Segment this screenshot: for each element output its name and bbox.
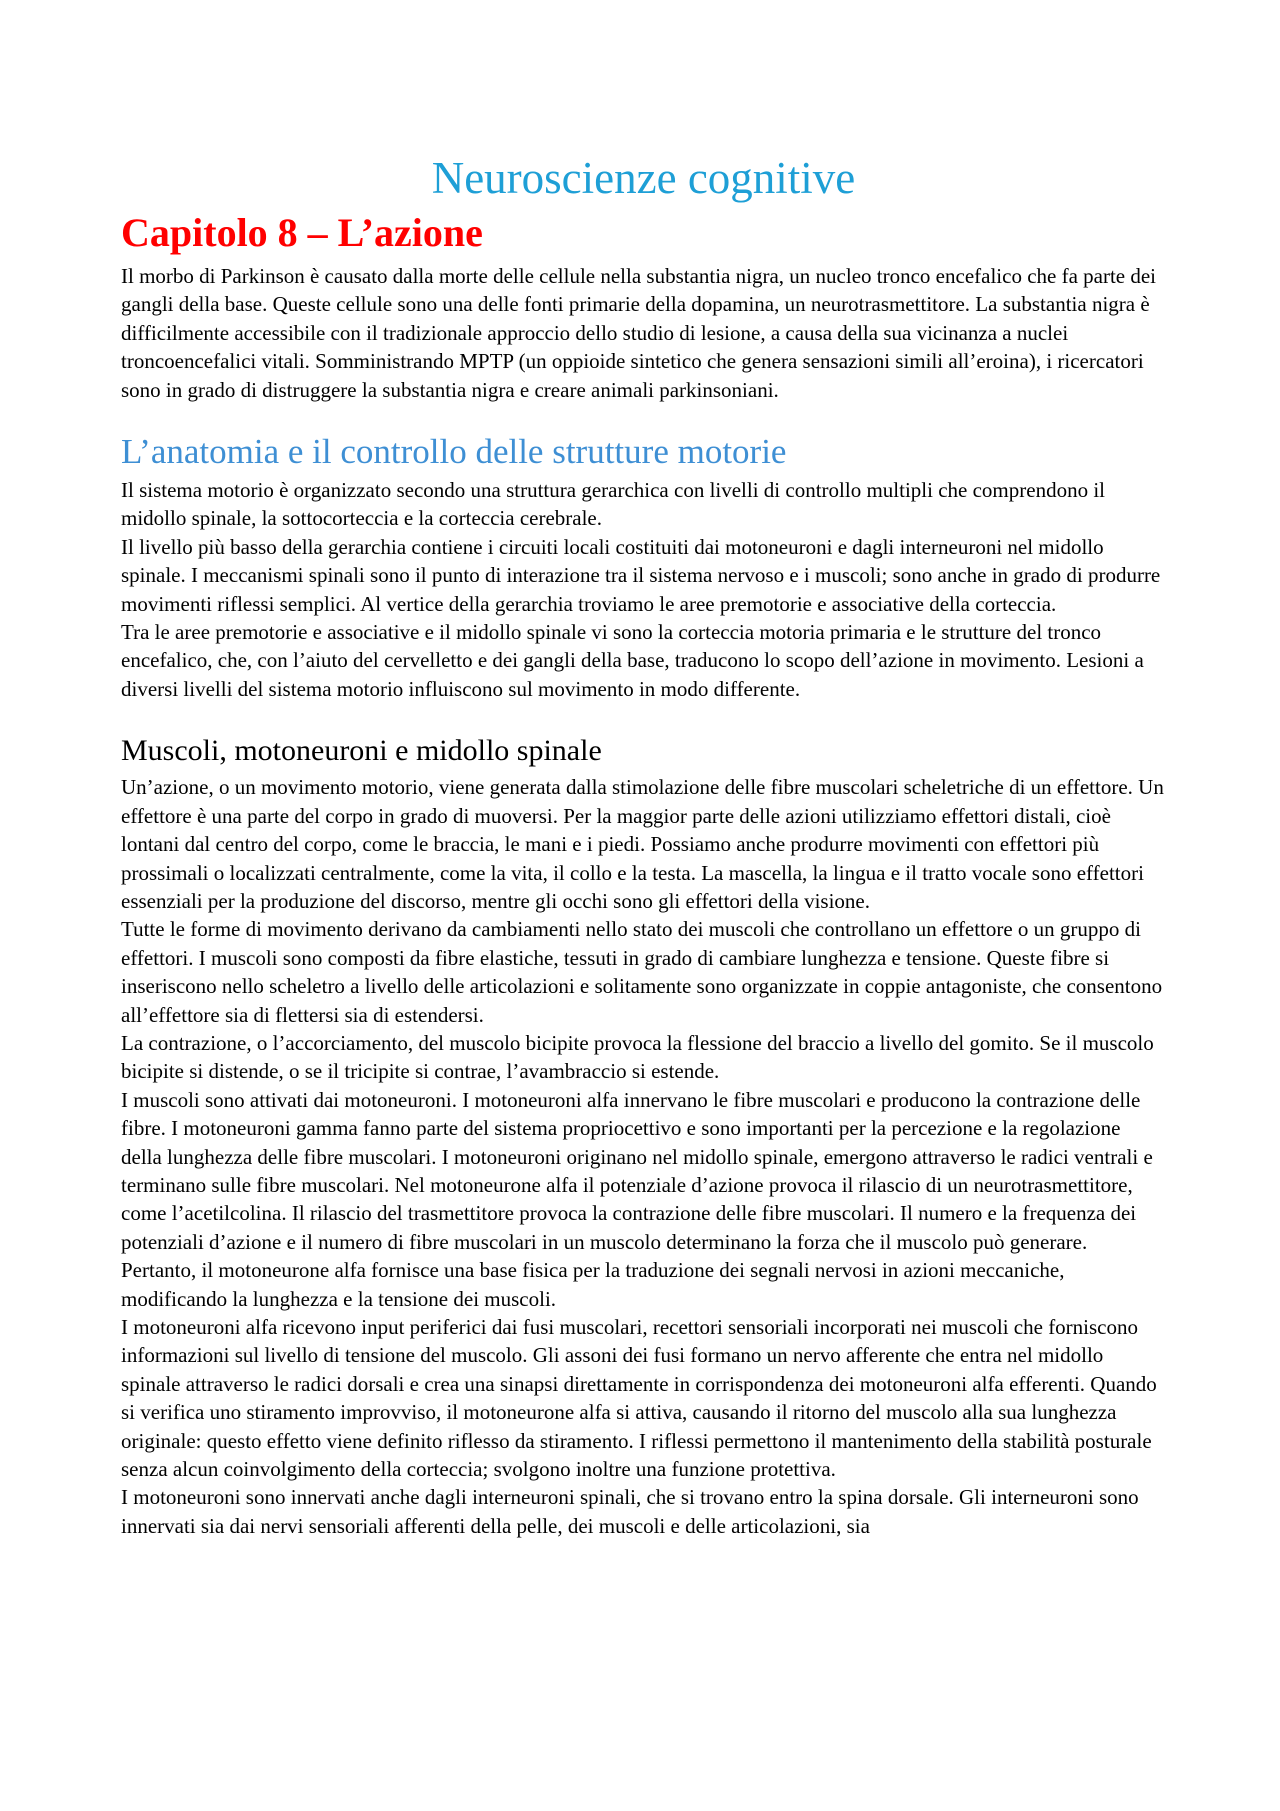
section2-paragraph: I motoneuroni sono innervati anche dagli interneuroni spinali, che si trovano entro la spina dorsale. Gli interneuroni sono innervati sia dai nervi sensoriali afferenti della pelle, dei muscoli e delle articolazioni, sia	[121, 1485, 1139, 1538]
section-heading-muscoli: Muscoli, motoneuroni e midollo spinale	[121, 734, 602, 768]
document-page	[121, 150, 1166, 1540]
section2-paragraph: Un’azione, o un movimento motorio, viene generata dalla stimolazione delle fibre muscolari scheletriche di un effettore. Un effettore è una parte del corpo in grado di muoversi. Per la maggior parte delle azioni utilizziamo effettori distali, cioè lontani dal centro del corpo, come le braccia, le mani e i piedi. Possiamo anche produrre movimenti con effettori più prossimali o localizzati centralmente, come la vita, il collo e la testa. La mascella, la lingua e il tratto vocale sono effettori essenziali per la produzione del discorso, mentre gli occhi sono gli effettori della visione.	[121, 775, 1164, 913]
section1-paragraph: Il sistema motorio è organizzato secondo una struttura gerarchica con livelli di controllo multipli che comprendono il midollo spinale, la sottocorteccia e la corteccia cerebrale.	[121, 478, 1105, 531]
section2-paragraph: I muscoli sono attivati dai motoneuroni. I motoneuroni alfa innervano le fibre muscolari e producono la contrazione delle fibre. I motoneuroni gamma fanno parte del sistema propriocettivo e sono importanti per la percezione e la regolazione della lunghezza delle fibre muscolari. I motoneuroni originano nel midollo spinale, emergono attraverso le radici ventrali e terminano sulle fibre muscolari. Nel motoneurone alfa il potenziale d’azione provoca il rilascio di un neurotrasmettitore, come l’acetilcolina. Il rilascio del trasmettitore provoca la contrazione delle fibre muscolari. Il numero e la frequenza dei potenziali d’azione e il numero di fibre muscolari in un muscolo determinano la forza che il muscolo può generare. Pertanto, il motoneurone alfa fornisce una base fisica per la traduzione dei segnali nervosi in azioni meccaniche, modificando la lunghezza e la tensione dei muscoli.	[121, 1087, 1153, 1311]
section-heading-anatomia: L’anatomia e il controllo delle strutture motorie	[121, 432, 787, 472]
section2-paragraph: Tutte le forme di movimento derivano da cambiamenti nello stato dei muscoli che controllano un effettore o un gruppo di effettori. I muscoli sono composti da fibre elastiche, tessuti in grado di cambiare lunghezza e tensione. Queste fibre si inseriscono nello scheletro a livello delle articolazioni e solitamente sono organizzate in coppie antagoniste, che consentono all’effettore sia di flettersi sia di estendersi.	[121, 917, 1163, 1027]
section2-paragraph: La contrazione, o l’accorciamento, del muscolo bicipite provoca la flessione del braccio a livello del gomito. Se il muscolo bicipite si distende, o se il tricipite si contrae, l’avambraccio si estende.	[121, 1030, 1154, 1084]
section1-paragraph: Tra le aree premotorie e associative e il midollo spinale vi sono la corteccia motoria primaria e le strutture del tronco encefalico, che, con l’aiuto del cervelletto e dei gangli della base, traducono lo scopo dell’azione in movimento. Lesioni a diversi livelli del sistema motorio influiscono sul movimento in modo differente.	[121, 620, 1144, 701]
document-title: Neuroscienze cognitive	[431, 153, 856, 203]
intro-paragraph: Il morbo di Parkinson è causato dalla morte delle cellule nella substantia nigra, un nucleo tronco encefalico che fa parte dei gangli della base. Queste cellule sono una delle fonti primarie della dopamina, un neurotrasmettitore. La substantia nigra è difficilmente accessibile con il tradizionale approccio dello studio di lesione, a causa della sua vicinanza a nuclei troncoencefalici vitali. Somministrando MPTP (un oppioide sintetico che genera sensazioni simili all’eroina), i ricercatori sono in grado di distruggere la substantia nigra e creare animali parkinsoniani.	[121, 264, 1157, 402]
chapter-title: Capitolo 8 – L’azione	[121, 210, 483, 255]
section2-paragraph: I motoneuroni alfa ricevono input periferici dai fusi muscolari, recettori sensoriali incorporati nei muscoli che forniscono informazioni sul livello di tensione del muscolo. Gli assoni dei fusi formano un nervo afferente che entra nel midollo spinale attraverso le radici dorsali e crea una sinapsi direttamente in corrispondenza dei motoneuroni alfa efferenti. Quando si verifica uno stiramento improvviso, il motoneurone alfa si attiva, causando il ritorno del muscolo alla sua lunghezza originale: questo effetto viene definito riflesso da stiramento. I riflessi permettono il mantenimento della stabilità posturale senza alcun coinvolgimento della corteccia; svolgono inoltre una funzione protettiva.	[121, 1315, 1157, 1482]
section1-paragraph: Il livello più basso della gerarchia contiene i circuiti locali costituiti dai motoneuroni e dagli interneuroni nel midollo spinale. I meccanismi spinali sono il punto di interazione tra il sistema nervoso e i muscoli; sono anche in grado di produrre movimenti riflessi semplici. Al vertice della gerarchia troviamo le aree premotorie e associative della corteccia.	[121, 534, 1161, 616]
